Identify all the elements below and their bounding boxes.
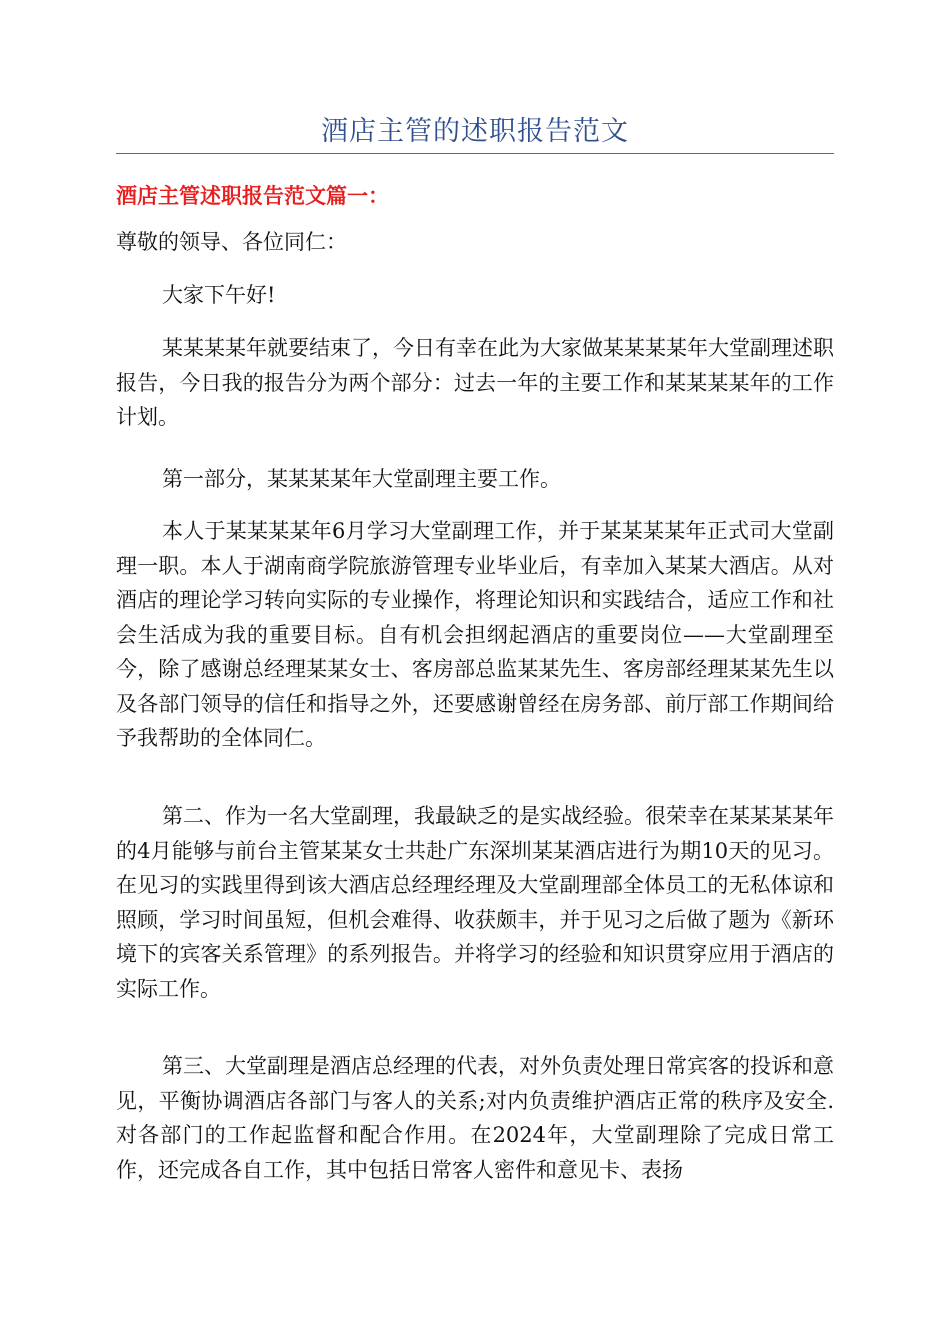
title-underline	[116, 153, 834, 154]
paragraph-4: 第二、作为一名大堂副理，我最缺乏的是实战经验。很荣幸在某某某某年的4月能够与前台主管某某女士共赴广东深圳某某酒店进行为期10天的见习。在见习的实践里得到该大酒店总经理经理及大堂副理部全体员工的无私体谅和照顾，学习时间虽短，但机会难得、收获颇丰，并于见习之后做了题为《新环境下的宾客关系管理》的系列报告。并将学习的经验和知识贯穿应用于酒店的实际工作。	[116, 804, 834, 1001]
paragraph-3: 本人于某某某某年6月学习大堂副理工作，并于某某某某年正式司大堂副理一职。本人于湖南商学院旅游管理专业毕业后，有幸加入某某大酒店。从对酒店的理论学习转向实际的专业操作，将理论知识和实践结合，适应工作和社会生活成为我的重要目标。自有机会担纲起酒店的重要岗位——大堂副理至今，除了感谢总经理某某女士、客房部总监某某先生、客房部经理某某先生以及各部门领导的信任和指导之外，还要感谢曾经在房务部、前厅部工作期间给予我帮助的全体同仁。	[116, 519, 834, 750]
salutation: 尊敬的领导、各位同仁：	[116, 230, 347, 254]
greeting: 大家下午好!	[162, 283, 276, 307]
document-title: 酒店主管的述职报告范文	[321, 116, 629, 147]
section-heading: 酒店主管述职报告范文篇一：	[116, 184, 389, 208]
paragraph-5: 第三、大堂副理是酒店总经理的代表，对外负责处理日常宾客的投诉和意见，平衡协调酒店各部门与客人的关系;对内负责维护酒店正常的秩序及安全.对各部门的工作起监督和配合作用。在2024年，大堂副理除了完成日常工作，还完成各自工作，其中包括日常客人密件和意见卡、表扬	[116, 1054, 834, 1182]
paragraph-2: 第一部分，某某某某年大堂副理主要工作。	[162, 467, 561, 491]
paragraph-1: 某某某某年就要结束了，今日有幸在此为大家做某某某某年大堂副理述职报告，今日我的报告分为两个部分：过去一年的主要工作和某某某某年的工作计划。	[116, 336, 834, 429]
